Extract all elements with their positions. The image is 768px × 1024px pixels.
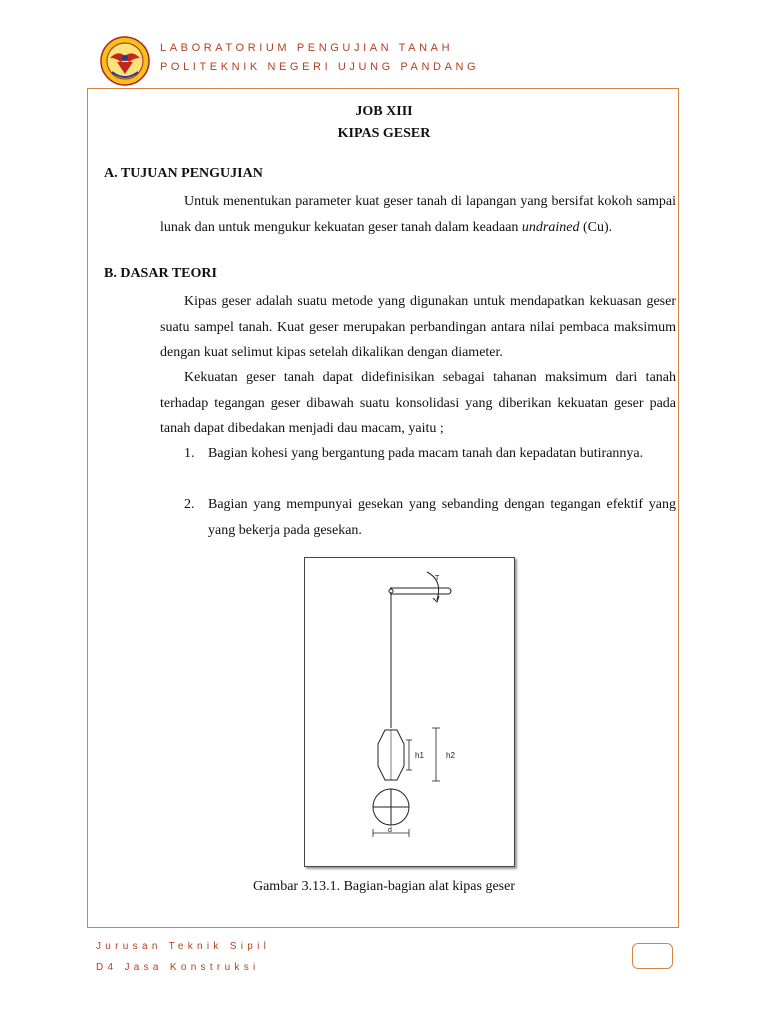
undrained-term: undrained — [521, 219, 580, 235]
job-number: JOB XIII — [355, 104, 413, 119]
section-a-paragraph — [160, 189, 676, 240]
list-item-text: Bagian yang mempunyai gesekan yang sebanding dengan tegangan efektif yang yang bekerja pada gesekan. — [208, 497, 676, 538]
section-b-paragraph-2: Kekuatan geser tanah dapat didefinisikan sebagai tahanan maksimum dari tanah terhadap tegangan geser dibawah suatu konsolidasi yang diberikan kekuatan geser pada tanah dapat dibedakan menjadi dau macam, yaitu ; — [160, 370, 676, 436]
page-header — [100, 36, 680, 86]
polytechnic-logo-icon — [100, 36, 150, 86]
section-a-text: Untuk menentukan parameter kuat geser tanah di lapangan yang bersifat kokoh sampai lunak dan untuk mengukur kekuatan geser tanah dalam keadaan — [160, 194, 676, 235]
torque-label: T — [435, 575, 440, 582]
d-label: d — [388, 827, 392, 834]
header-lab-name: LABORATORIUM PENGUJIAN TANAH — [160, 42, 454, 54]
section-b-heading: B. DASAR TEORI — [104, 266, 217, 281]
vane-shear-diagram — [305, 558, 514, 866]
list-item-number: 1. — [184, 446, 195, 461]
header-institution: POLITEKNIK NEGERI UJUNG PANDANG — [160, 61, 480, 73]
figure-caption: Gambar 3.13.1. Bagian-bagian alat kipas geser — [252, 879, 516, 894]
section-a-heading: A. TUJUAN PENGUJIAN — [104, 166, 263, 181]
footer-department: Jurusan Teknik Sipil — [96, 941, 271, 952]
list-item-number: 2. — [184, 497, 195, 512]
h2-label: h2 — [446, 751, 455, 760]
h1-label: h1 — [415, 751, 424, 760]
page-number-box — [632, 943, 673, 969]
section-a-text-end: (Cu). — [579, 219, 613, 235]
vane-shear-figure — [304, 557, 515, 867]
list-item-text: Bagian kohesi yang bergantung pada macam tanah dan kepadatan butirannya. — [208, 446, 644, 461]
section-b-paragraph-1: Kipas geser adalah suatu metode yang digunakan untuk mendapatkan kekuasan geser suatu sampel tanah. Kuat geser merupakan perbandingan antara nilai pembaca maksimum dengan kuat selimut kipas setelah dikalikan dengan diameter. — [160, 294, 676, 360]
footer-program: D4 Jasa Konstruksi — [96, 962, 260, 973]
job-title: KIPAS GESER — [337, 126, 431, 141]
